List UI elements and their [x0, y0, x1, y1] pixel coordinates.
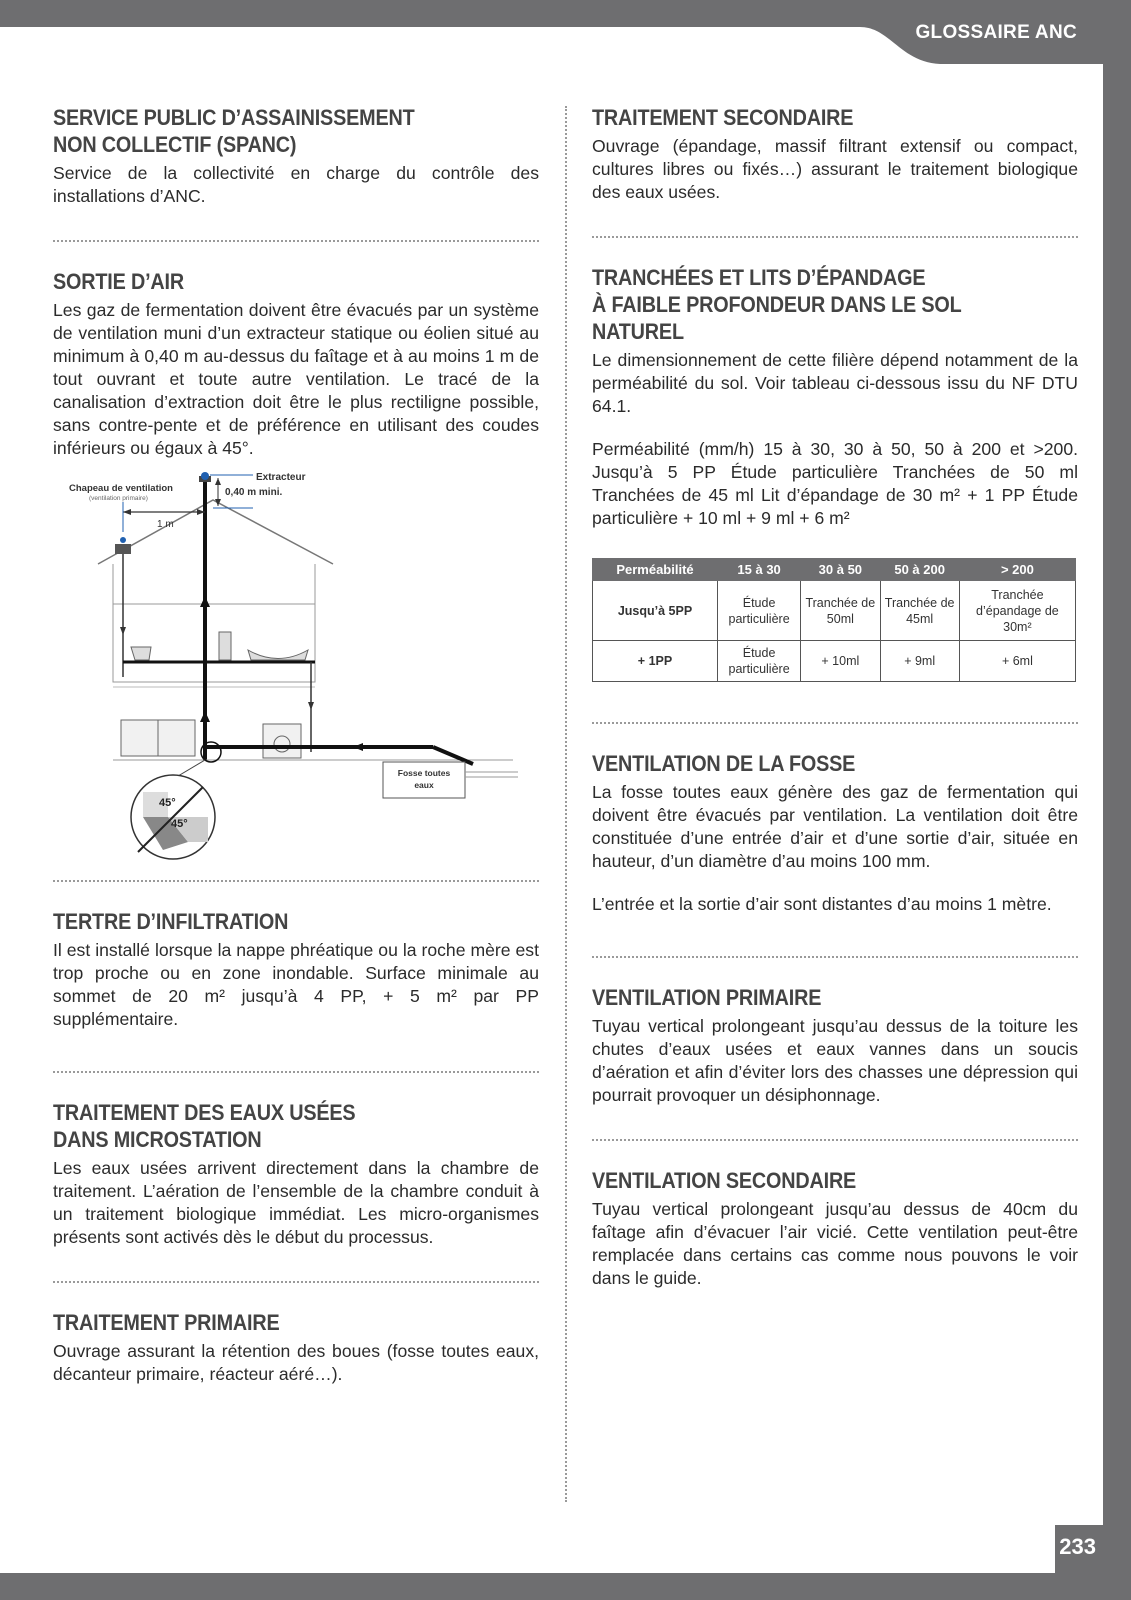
entry-title: TRAITEMENT PRIMAIRE — [53, 1310, 280, 1335]
column-divider — [565, 106, 567, 1502]
entry-title: TRAITEMENT DES EAUX USÉES DANS MICROSTATION — [53, 1100, 356, 1152]
entry-body-2: L’entrée et la sortie d’air sont distantes d’au moins 1 mètre. — [592, 894, 1052, 914]
table-row — [593, 581, 1076, 641]
entry-spanc — [53, 104, 539, 208]
page-number: 233 — [1059, 1534, 1096, 1559]
table-cell: + 6ml — [959, 641, 1075, 682]
entry-body-2: Perméabilité (mm/h) 15 à 30, 30 à 50, 50 à 200 et >200. Jusqu’à 5 PP Étude particulière Tranchées de 50 ml Tranchées de 45 ml Lit d’épandage de 30 m² + 1 PP Étude particulière + 10 ml + 9 ml + 6 m² — [592, 439, 1078, 528]
entry-microstation — [53, 1099, 539, 1249]
fosse-label-line2: eaux — [414, 780, 434, 790]
entry-body: Ouvrage (épandage, massif filtrant extensif ou compact, cultures libres ou fixés…) assurant le traitement biologique des eaux usées. — [592, 136, 1078, 202]
table-row-header: + 1PP — [593, 641, 718, 682]
divider — [592, 956, 1078, 958]
table-cell: Tranchée d’épandage de 30m² — [959, 581, 1075, 641]
entry-title: TRANCHÉES ET LITS D’ÉPANDAGE À FAIBLE PROFONDEUR DANS LE SOL NATUREL — [592, 265, 962, 344]
entry-title: SERVICE PUBLIC D’ASSAINISSEMENT NON COLLECTIF (SPANC) — [53, 105, 415, 157]
fosse-label-line1: Fosse toutes — [397, 768, 451, 778]
table-header-cell: Perméabilité — [593, 559, 718, 581]
house-ventilation-illustration — [53, 472, 539, 872]
table-cell: Étude particulière — [718, 641, 801, 682]
extracteur-label: Extracteur — [256, 472, 306, 483]
angle-label-2: 45° — [171, 818, 188, 830]
entry-body: La fosse toutes eaux génère des gaz de fermentation qui doivent être évacués par ventilation. La ventilation doit être constituée d’une entrée d’air et d’une sortie d’air, située en hauteur, d’un diamètre d’au moins 100 mm. — [592, 782, 1078, 871]
table-header-cell: > 200 — [959, 559, 1075, 581]
entry-sortie-air — [53, 268, 539, 460]
permeability-table — [592, 558, 1076, 682]
page-frame-right — [1103, 0, 1131, 1600]
divider — [53, 880, 539, 882]
left-column — [53, 104, 539, 1386]
header-title: GLOSSAIRE ANC — [915, 22, 1077, 43]
page-frame-bottom — [0, 1573, 1131, 1600]
divider — [592, 722, 1078, 724]
height-label: 0,40 m mini. — [225, 487, 283, 498]
right-column — [592, 104, 1078, 1290]
entry-tranchees — [592, 264, 1078, 682]
entry-tertre — [53, 908, 539, 1031]
divider — [53, 1281, 539, 1283]
divider — [592, 1139, 1078, 1141]
entry-title: SORTIE D’AIR — [53, 269, 184, 294]
distance-label: 1 m — [157, 519, 174, 530]
chapeau-label: Chapeau de ventilation — [69, 483, 173, 494]
entry-body: Tuyau vertical prolongeant jusqu’au dessus de 40cm du faîtage afin d’évacuer l’air vicié. Cette ventilation peut-être remplacée dans certains cas comme nous pouvons le voir dans le guide. — [592, 1199, 1078, 1288]
entry-body: Les eaux usées arrivent directement dans la chambre de traitement. L’aération de l’ensemble de la chambre conduit à un traitement biologique immédiat. Les micro-organismes présents sont activés dès le début du processus. — [53, 1158, 539, 1247]
entry-title: TRAITEMENT SECONDAIRE — [592, 105, 854, 130]
divider — [592, 236, 1078, 238]
table-header-cell: 15 à 30 — [718, 559, 801, 581]
chapeau-sublabel: (ventilation primaire) — [89, 495, 148, 502]
entry-body: Il est installé lorsque la nappe phréatique ou la roche mère est trop proche ou en zone inondable. Surface minimale au sommet de 20 m² jusqu’à 4 PP, + 5 m² par PP supplémentaire. — [53, 940, 539, 1029]
table-header-row — [593, 559, 1076, 581]
entry-ventilation-secondaire — [592, 1167, 1078, 1290]
entry-title: TERTRE D’INFILTRATION — [53, 909, 289, 934]
table-cell: + 10ml — [801, 641, 880, 682]
entry-body: Tuyau vertical prolongeant jusqu’au dessus de la toiture les chutes d’eaux usées et eaux vannes dans un soucis d’aération et afin d’éviter lors des chasses une dépression qui pourrait provoquer un désiphonnage. — [592, 1016, 1078, 1105]
entry-ventilation-fosse — [592, 750, 1078, 916]
table-header-cell: 30 à 50 — [801, 559, 880, 581]
table-cell: Tranchée de 45ml — [880, 581, 959, 641]
entry-body: Ouvrage assurant la rétention des boues (fosse toutes eaux, décanteur primaire, réacteur aéré…). — [53, 1341, 539, 1384]
entry-traitement-primaire — [53, 1309, 539, 1386]
divider — [53, 240, 539, 242]
table-row — [593, 641, 1076, 682]
table-header-cell: 50 à 200 — [880, 559, 959, 581]
entry-ventilation-primaire — [592, 984, 1078, 1107]
entry-title: VENTILATION DE LA FOSSE — [592, 751, 856, 776]
angle-label-1: 45° — [159, 797, 176, 809]
entry-body: Le dimensionnement de cette filière dépend notamment de la perméabilité du sol. Voir tableau ci-dessous issu du NF DTU 64.1. — [592, 350, 1078, 416]
entry-traitement-secondaire — [592, 104, 1078, 204]
entry-body: Les gaz de fermentation doivent être évacués par un système de ventilation muni d’un extracteur statique ou éolien situé au minimum à 0,40 m au-dessus du faîtage et à au moins 1 m de tout ouvrant et toute autre ventilation. Le tracé de la canalisation d’extraction doit être le plus rectiligne possible, sans contre-pente et de préférence en utilisant des coudes inférieurs ou égaux à 45°. — [53, 300, 539, 458]
table-cell: Étude particulière — [718, 581, 801, 641]
table-cell: + 9ml — [880, 641, 959, 682]
table-row-header: Jusqu’à 5PP — [593, 581, 718, 641]
entry-body: Service de la collectivité en charge du contrôle des installations d’ANC. — [53, 163, 539, 206]
entry-title: VENTILATION SECONDAIRE — [592, 1168, 857, 1193]
entry-title: VENTILATION PRIMAIRE — [592, 985, 822, 1010]
divider — [53, 1071, 539, 1073]
ventilation-diagram — [53, 472, 539, 872]
table-cell: Tranchée de 50ml — [801, 581, 880, 641]
